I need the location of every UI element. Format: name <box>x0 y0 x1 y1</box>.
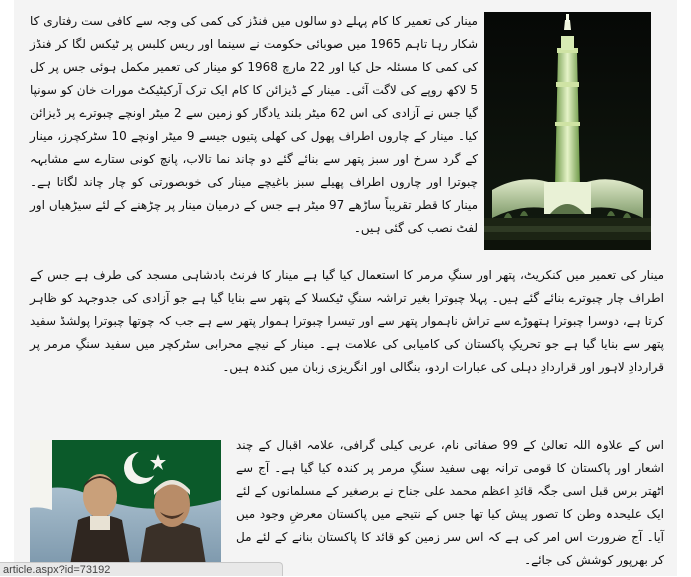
article-paragraph-1: مینار کی تعمیر کا کام پہلے دو سالوں میں فنڈز کی کمی کی وجہ سے کافی ست رفتاری کا شکار رہا تاہم 1965 میں صوبائی حکومت نے سینما اور ریس کلبس پر ٹیکس لگا کر فنڈز کی کمی کا مسئلہ حل کیا اور 22 مارچ 1968 کو مینار کی تعمیر مکمل ہوئی جس پر کل 5 لاکھ روپے کی لاگت آئی۔ مینار کے ڈیزائن کا کام ایک ترک آرکیٹیکٹ مورات خان کو سونپا گیا جس نے آزادی کی اس 62 میٹر بلند یادگار کو زمین سے 2 میٹر اونچے چبوترے پر ڈیزائن کیا۔ مینار کے چاروں اطراف پھول کی کھلی پتیوں جیسے 9 میٹر اونچے 10 سٹرکچرز، مینار کے گرد سرخ اور سبز پتھر سے بنائے گئے دو چاند نما تالاب، پانچ کونی ستارے سے مشابہہ چبوترا اور چاروں اطراف پھیلے سبز باغیچے مینار کی خوبصورتی کو چار چاند لگاتا ہے۔ مینار کا قطر تقریباً ساڑھے 97 میٹر ہے جس کے درمیان مینار پر چڑھنے کے لئے سیڑھیاں اور لفٹ نصب کی گئی ہیں۔ <box>30 14 479 235</box>
scroll-rail <box>677 0 691 576</box>
leaders-portrait-photo <box>30 440 221 565</box>
article-paragraph-3: اس کے علاوہ اللہ تعالیٰ کے 99 صفاتی نام، عربی کیلی گرافی، علامہ اقبال کے چند اشعار اور پاکستان کا قومی ترانہ بھی سفید سنگِ مرمر پر کندہ کیا گیا ہے۔ آج سے اٹھتر برس قبل اسی جگہ قائدِ اعظم محمد علی جناح نے برصغیر کے مسلمانوں کے لئے ایک علیحدہ وطن کا تصور پیش کیا تھا جس کے نتیجے میں پاکستان معرضِ وجود میں آیا۔ آج ضرورت اس امر کی ہے کہ اس سر زمین کو قائد کا پاکستان بنانے کے لئے مل کر بھرپور کوشش کی جائے۔ <box>236 438 664 567</box>
minar-e-pakistan-photo <box>484 12 651 250</box>
article-paragraph-2: مینار کی تعمیر میں کنکریٹ، پتھر اور سنگِ مرمر کا استعمال کیا گیا ہے مینار کا فرنٹ بادشاہی مسجد کی طرف ہے جس کے اطراف چار چبوترے بنائے گئے ہیں۔ پہلا چبوترا بغیر تراشہ سنگِ ٹیکسلا کے پتھر سے بنایا گیا ہے جو آزادی کی جدوجہد کو ظاہر کرتا ہے، دوسرا چبوترا ہتھوڑے سے تراش ناہموار پتھر سے اور تیسرا چبوترا ہموار پتھر سے ہے جب کہ چوتھا چبوترا پولشڈ سفید پتھر سے بنایا گیا ہے جو تحریکِ پاکستان کی کامیابی کی علامت ہے۔ مینار کے نیچے محرابی سٹرکچر میں سفید سنگِ مرمر پر قراردادِ لاہور اور قراردادِ دہلی کی عبارات اردو، بنگالی اور انگریزی زبان میں کندہ ہیں۔ <box>30 268 664 374</box>
status-bar-url: article.aspx?id=73192 <box>0 562 283 576</box>
